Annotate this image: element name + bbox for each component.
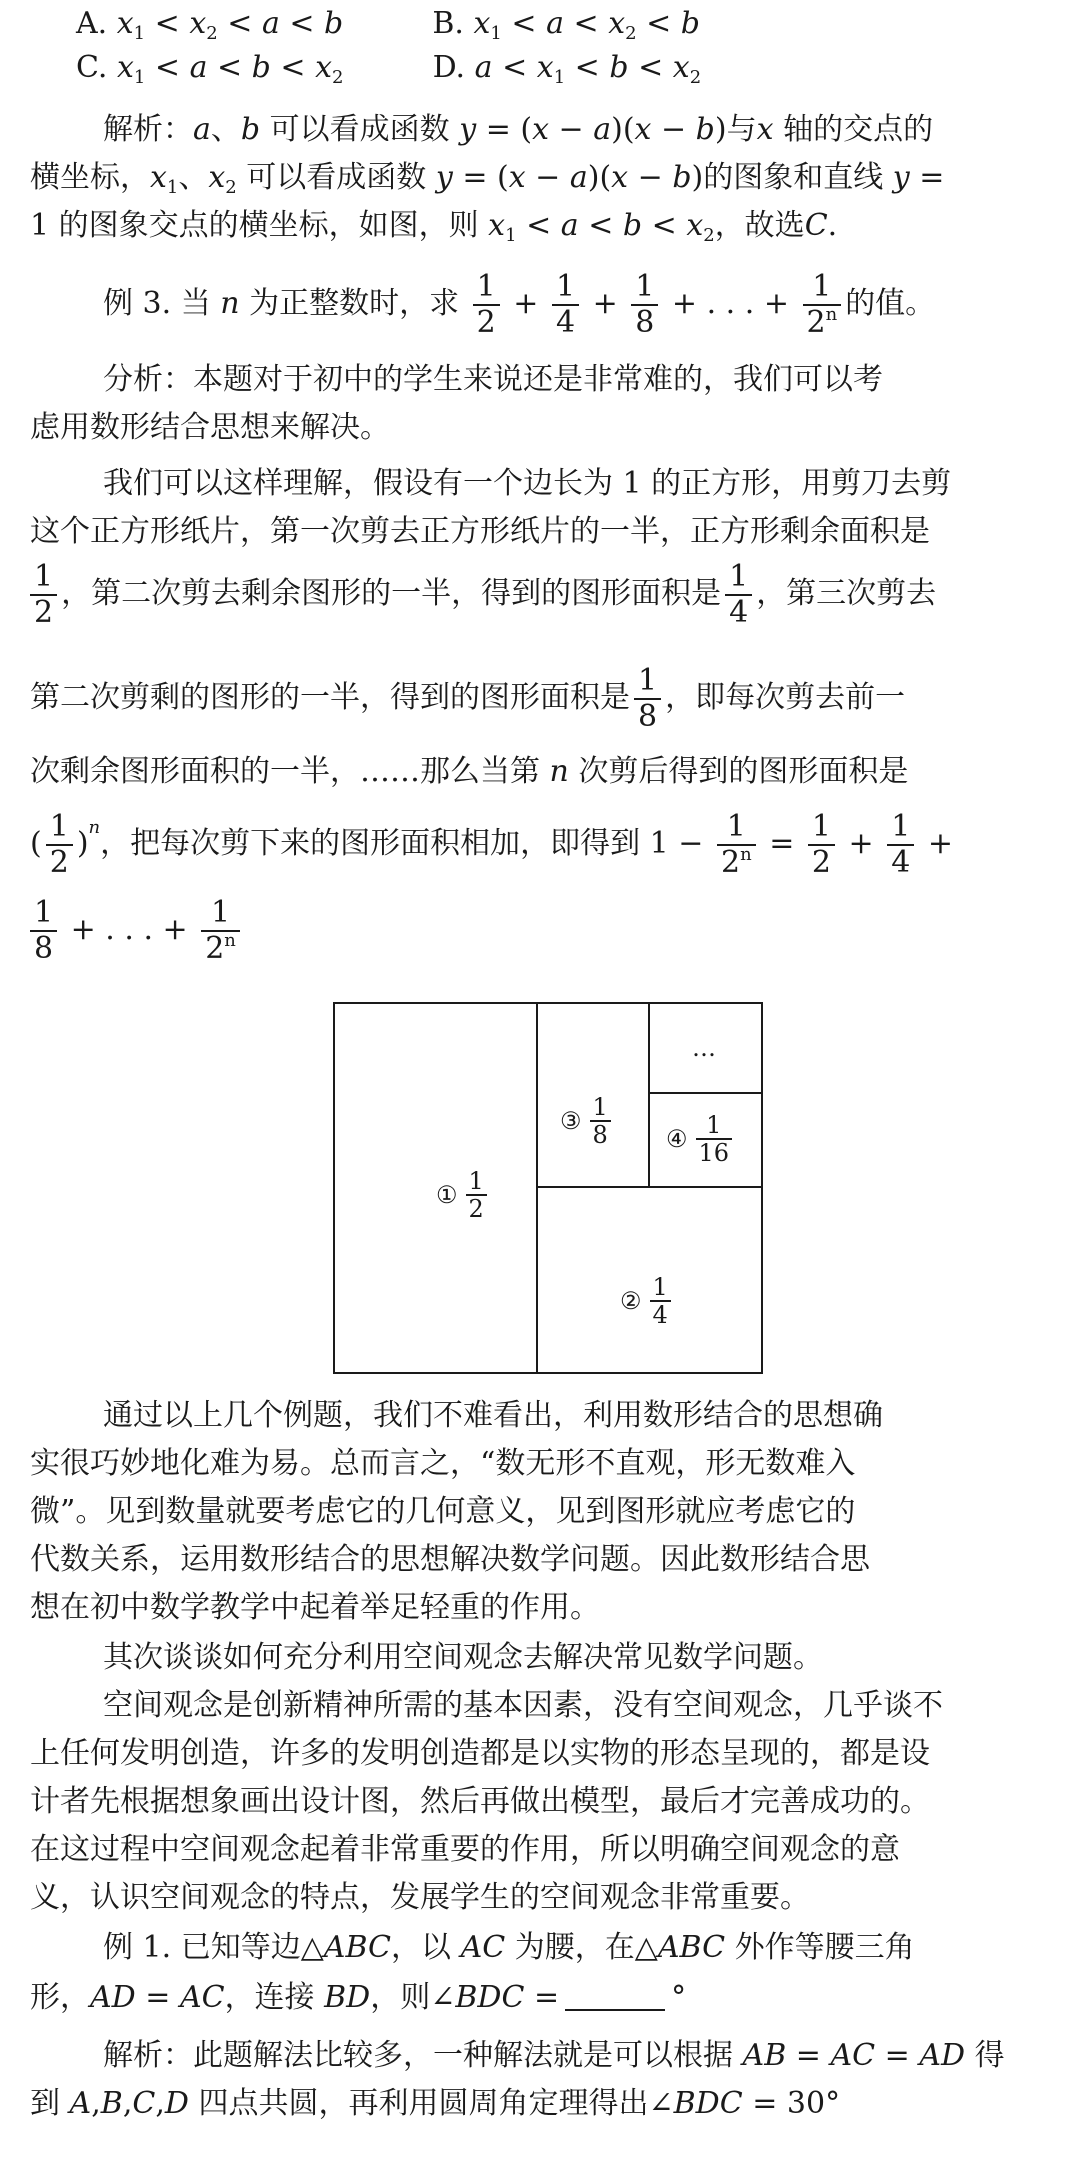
conclusion-line-2: 实很巧妙地化难为易。总而言之，“数无形不直观，形无数难入 — [30, 1446, 856, 1481]
square-para-line-6: ( $\frac{1}{2}$ )$^n$，把每次剪下来的图形面积相加，即得到 1 − $\frac{1}{2^n}$ = $\frac{1}{2}$ + $\frac{1}{4}$ + — [30, 809, 953, 880]
explain-line-1: 解析：a、b 可以看成函数 y = (x − a)(x − b)与x 轴的交点的 — [103, 112, 934, 147]
conclusion-line-1: 通过以上几个例题，我们不难看出，利用数形结合的思想确 — [103, 1398, 883, 1433]
space-para-line-1: 空间观念是创新精神所需的基本因素，没有空间观念，几乎谈不 — [103, 1688, 943, 1723]
region-4-label: ④ $\frac{1}{16}$ — [666, 1112, 736, 1166]
explain-line-2: 横坐标，$x_1$、$x_2$ 可以看成函数 y = (x − a)(x − b)的图象和直线 y = — [30, 160, 945, 198]
option-b-label: B. — [432, 6, 464, 41]
conclusion-line-4: 代数关系，运用数形结合的思想解决数学问题。因此数形结合思 — [30, 1542, 870, 1577]
space-para-line-3: 计者先根据想象画出设计图，然后再做出模型，最后才完善成功的。 — [30, 1784, 930, 1819]
square-para-line-4: 第二次剪剩的图形的一半，得到的图形面积是 $\frac{1}{8}$ ，即每次剪去前一 — [30, 663, 906, 734]
example1-line-2: 形，AD = AC，连接 BD，则∠BDC = ° — [30, 1980, 687, 2015]
region-1-label: ① $\frac{1}{2}$ — [436, 1168, 491, 1222]
square-para-line-3: $\frac{1}{2}$ ，第二次剪去剩余图形的一半，得到的图形面积是 $\frac{1}{4}$ ，第三次剪去 — [30, 560, 1060, 624]
analysis-line-2: 虑用数形结合思想来解决。 — [30, 410, 390, 445]
conclusion-line-3: 微”。见到数量就要考虑它的几何意义，见到图形就应考虑它的 — [30, 1494, 856, 1529]
square-para-line-2: 这个正方形纸片，第一次剪去正方形纸片的一半，正方形剩余面积是 — [30, 514, 930, 549]
space-para-line-2: 上任何发明创造，许多的发明创造都是以实物的形态呈现的，都是设 — [30, 1736, 930, 1771]
solution-line-1: 解析：此题解法比较多，一种解法就是可以根据 AB = AC = AD 得 — [103, 2038, 1005, 2073]
example1-line-1: 例 1. 已知等边△ABC，以 AC 为腰，在△ABC 外作等腰三角 — [103, 1930, 915, 1965]
example3-line: 例 3. 当 n 为正整数时，求 $\frac{1}{2}$ + $\frac{1}{4}$ + $\frac{1}{8}$ + . . . + $\frac{1}{2^n}$ 的值。 — [103, 269, 936, 340]
square-para-line-7: $\frac{1}{8}$ + . . . + $\frac{1}{2^n}$ — [30, 896, 1060, 960]
option-a-label: A. — [76, 6, 108, 41]
square-para-line-1: 我们可以这样理解，假设有一个边长为 1 的正方形，用剪刀去剪 — [103, 466, 952, 501]
analysis-line-1: 分析：本题对于初中的学生来说还是非常难的，我们可以考 — [103, 362, 883, 397]
option-d-label: D. — [432, 50, 466, 85]
space-intro-line: 其次谈谈如何充分利用空间观念去解决常见数学问题。 — [103, 1640, 823, 1675]
region-ellipsis-label: … — [692, 1034, 716, 1062]
options-line-ab: A. $x_1 < x_2 < a < b$ B. $x_1 < a < x_2 < b$ — [76, 6, 701, 44]
answer-blank[interactable] — [565, 1979, 665, 2011]
region-2-label: ② $\frac{1}{4}$ — [620, 1274, 675, 1328]
conclusion-line-5: 想在初中数学教学中起着举足轻重的作用。 — [30, 1590, 600, 1625]
square-para-line-5: 次剩余图形面积的一半，……那么当第 n 次剪后得到的图形面积是 — [30, 754, 909, 789]
option-c-label: C. — [76, 50, 108, 85]
space-para-line-5: 义，认识空间观念的特点，发展学生的空间观念非常重要。 — [30, 1880, 810, 1915]
solution-line-2: 到 A,B,C,D 四点共圆，再利用圆周角定理得出∠BDC = 30° — [30, 2086, 841, 2121]
options-line-cd: C. $x_1 < a < b < x_2$ D. $a < x_1 < b < x_2$ — [76, 50, 702, 88]
region-3-label: ③ $\frac{1}{8}$ — [560, 1094, 615, 1148]
space-para-line-4: 在这过程中空间观念起着非常重要的作用，所以明确空间观念的意 — [30, 1832, 900, 1867]
explain-line-3: 1 的图象交点的横坐标，如图，则 $x_1 < a < b < x_2$，故选C. — [30, 208, 838, 246]
